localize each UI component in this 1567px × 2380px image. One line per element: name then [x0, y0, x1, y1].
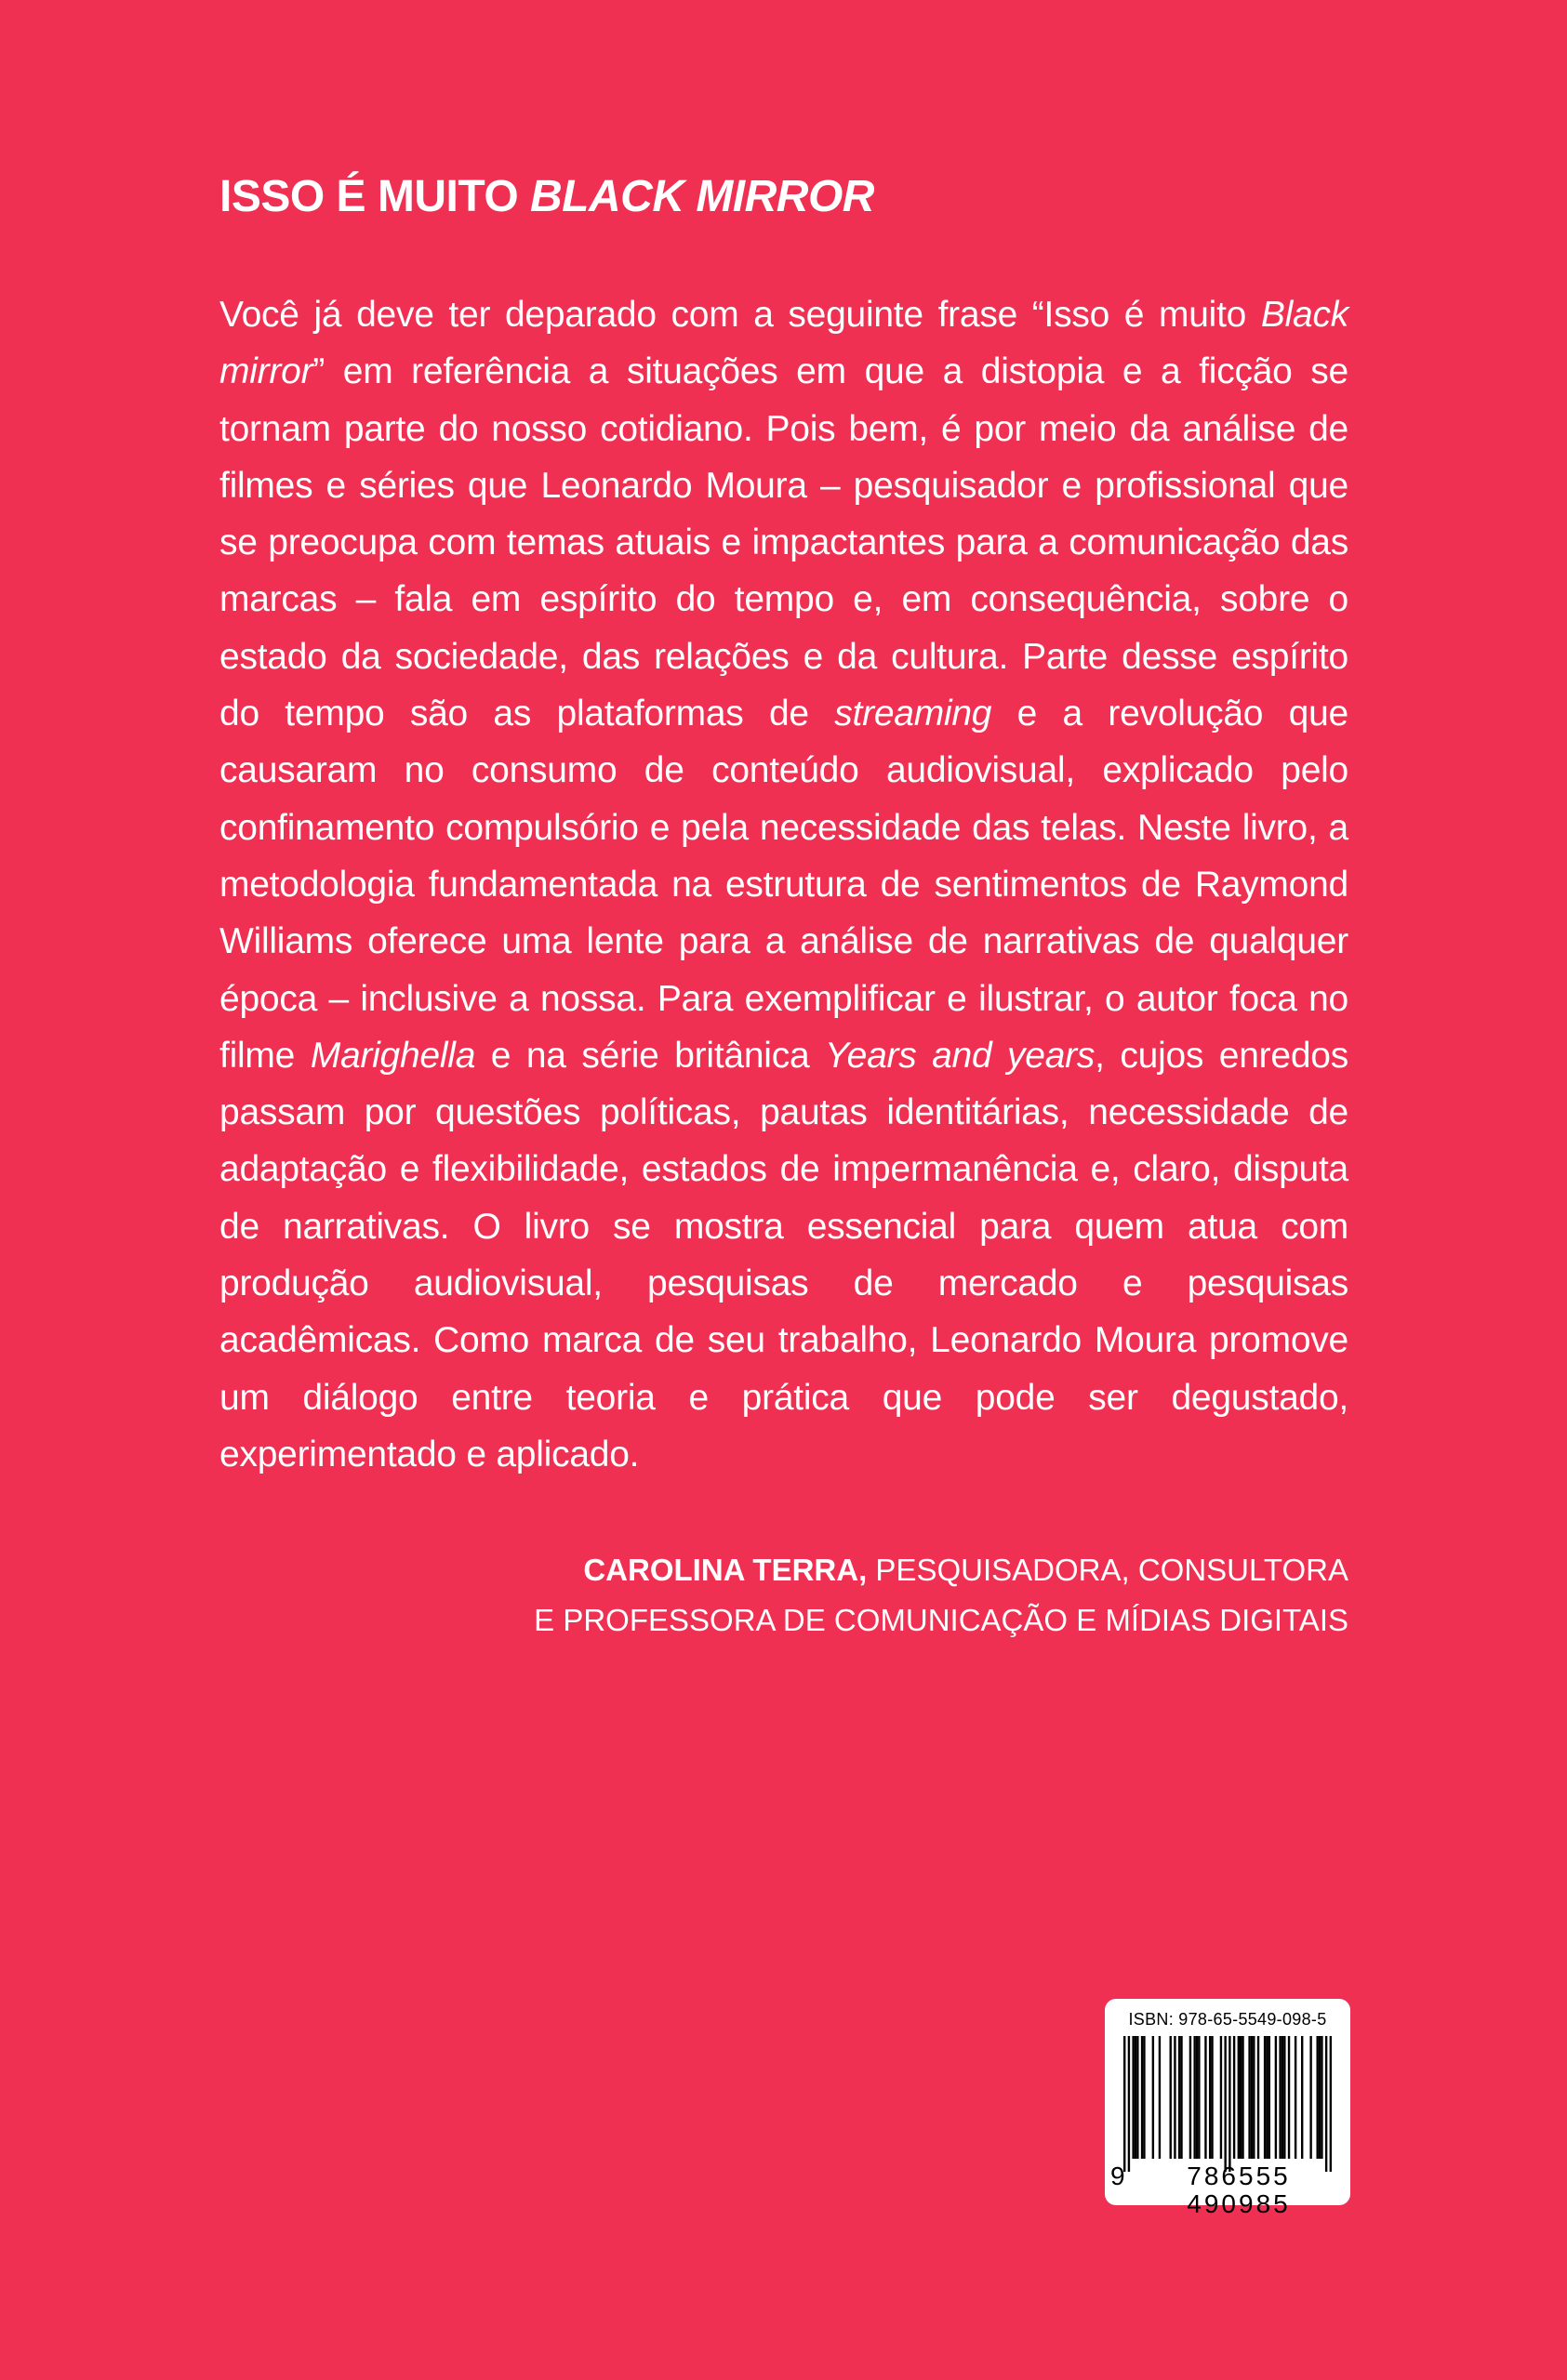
barcode-bar: [1220, 2036, 1222, 2159]
barcode-bar: [1248, 2036, 1250, 2159]
synopsis-italic-4: Years and years: [825, 1035, 1096, 1076]
barcode-bar: [1189, 2036, 1191, 2159]
barcode-bar: [1159, 2036, 1161, 2159]
barcode-bar: [1180, 2036, 1182, 2159]
barcode-guard-bar: [1228, 2036, 1230, 2172]
attribution-role-1: PESQUISADORA, CONSULTORA: [867, 1553, 1348, 1587]
barcode-bar: [1251, 2036, 1253, 2159]
barcode-bar: [1143, 2036, 1145, 2159]
barcode-bar: [1316, 2036, 1318, 2159]
ean-first-digit: 9: [1110, 2162, 1125, 2190]
barcode-bar: [1132, 2036, 1134, 2159]
barcode-guard-bar: [1330, 2036, 1332, 2172]
barcode-bar: [1193, 2036, 1195, 2159]
barcode-bar: [1196, 2036, 1198, 2159]
barcode-bar: [1301, 2036, 1303, 2159]
synopsis-paragraph: [219, 286, 1348, 1483]
attribution-line-1: [219, 1545, 1348, 1595]
barcode-bar: [1240, 2036, 1242, 2159]
barcode-bar: [1178, 2036, 1180, 2159]
barcode-icon: [1123, 2036, 1332, 2175]
barcode-bar: [1141, 2036, 1143, 2159]
barcode-bar: [1209, 2036, 1211, 2159]
barcode-bar: [1266, 2036, 1268, 2159]
barcode-bar: [1152, 2036, 1154, 2159]
synopsis-text-5: , cujos enredos passam por questões políticas, pautas identitárias, necessidade de adaptação e flexibilidade, estados de impermanência e, claro, disputa de narrativas. O livro se mostra essencial para quem atua com produção audiovisual, pesquisas de mercado e pesquisas acadêmicas. Como marca de seu trabalho, Leonardo Moura promove um diálogo entre teoria e prática que pode ser degustado, experimentado e aplicado.: [219, 1035, 1348, 1474]
isbn-label: ISBN: 978-65-5549-098-5: [1128, 2010, 1327, 2029]
synopsis-text-4: e na série britânica: [475, 1035, 826, 1076]
barcode-bar: [1257, 2036, 1259, 2159]
isbn-barcode-panel: [1105, 1999, 1350, 2218]
title-plain: ISSO É MUITO: [219, 172, 530, 221]
barcode-bar: [1309, 2036, 1311, 2159]
barcode-bar: [1281, 2036, 1283, 2159]
barcode-bar: [1295, 2036, 1296, 2159]
barcode-bar: [1242, 2036, 1243, 2159]
barcode-bar: [1174, 2036, 1175, 2159]
barcode-bar: [1211, 2036, 1213, 2159]
barcode-bar: [1319, 2036, 1321, 2159]
barcode-guard-bar: [1128, 2036, 1130, 2172]
barcode-bar: [1288, 2036, 1290, 2159]
synopsis-italic-1: Black mirror: [219, 295, 1348, 392]
barcode-guard-bar: [1325, 2036, 1327, 2172]
barcode-bar: [1238, 2036, 1240, 2159]
synopsis-text-1: Você já deve ter deparado com a seguinte frase “Isso é muito: [219, 295, 1261, 335]
barcode-bar: [1264, 2036, 1266, 2159]
book-title: [219, 167, 1354, 227]
barcode-bar: [1170, 2036, 1172, 2159]
barcode-bar: [1204, 2036, 1206, 2159]
barcode-bar: [1233, 2036, 1235, 2159]
barcode-bar: [1136, 2036, 1138, 2159]
synopsis-italic-2: streaming: [834, 694, 992, 734]
attribution-line-2: E PROFESSORA DE COMUNICAÇÃO E MÍDIAS DIGITAIS: [534, 1603, 1348, 1637]
review-attribution: [219, 1545, 1348, 1646]
barcode-bar: [1283, 2036, 1285, 2159]
barcode-bar: [1275, 2036, 1277, 2159]
barcode-guard-bar: [1224, 2036, 1226, 2172]
ean-digits: 786555 490985: [1187, 2162, 1291, 2218]
synopsis-italic-3: Marighella: [310, 1035, 476, 1076]
barcode-bar: [1279, 2036, 1281, 2159]
title-italic: BLACK MIRROR: [530, 172, 874, 221]
barcode-guard-bar: [1123, 2036, 1125, 2172]
barcode-bar: [1135, 2036, 1136, 2159]
attribution-name: CAROLINA TERRA,: [583, 1553, 868, 1587]
synopsis-text-3: e a revolução que causaram no consumo de conteúdo audiovisual, explicado pelo confinamento compulsório e pela necessidade das telas. Neste livro, a metodologia fundamentada na estrutura de sentimentos de Raymond Williams oferece uma lente para a análise de narrativas de qualquer época – inclusive a nossa. Para exemplificar e ilustrar, o autor foca no filme: [219, 694, 1348, 1076]
barcode-bar: [1268, 2036, 1270, 2159]
barcode-bar: [1253, 2036, 1255, 2159]
barcode-bar: [1321, 2036, 1322, 2159]
synopsis-text-2: ” em referência a situações em que a distopia e a ficção se tornam parte do nosso cotidiano. Pois bem, é por meio da análise de filmes e séries que Leonardo Moura – pesquisador e profissional que se preocupa com temas atuais e impactantes para a comunicação das marcas – fala em espírito do tempo e, em consequência, sobre o estado da sociedade, das relações e da cultura. Parte desse espírito do tempo são as plataformas de: [219, 351, 1348, 734]
barcode-bar: [1198, 2036, 1200, 2159]
